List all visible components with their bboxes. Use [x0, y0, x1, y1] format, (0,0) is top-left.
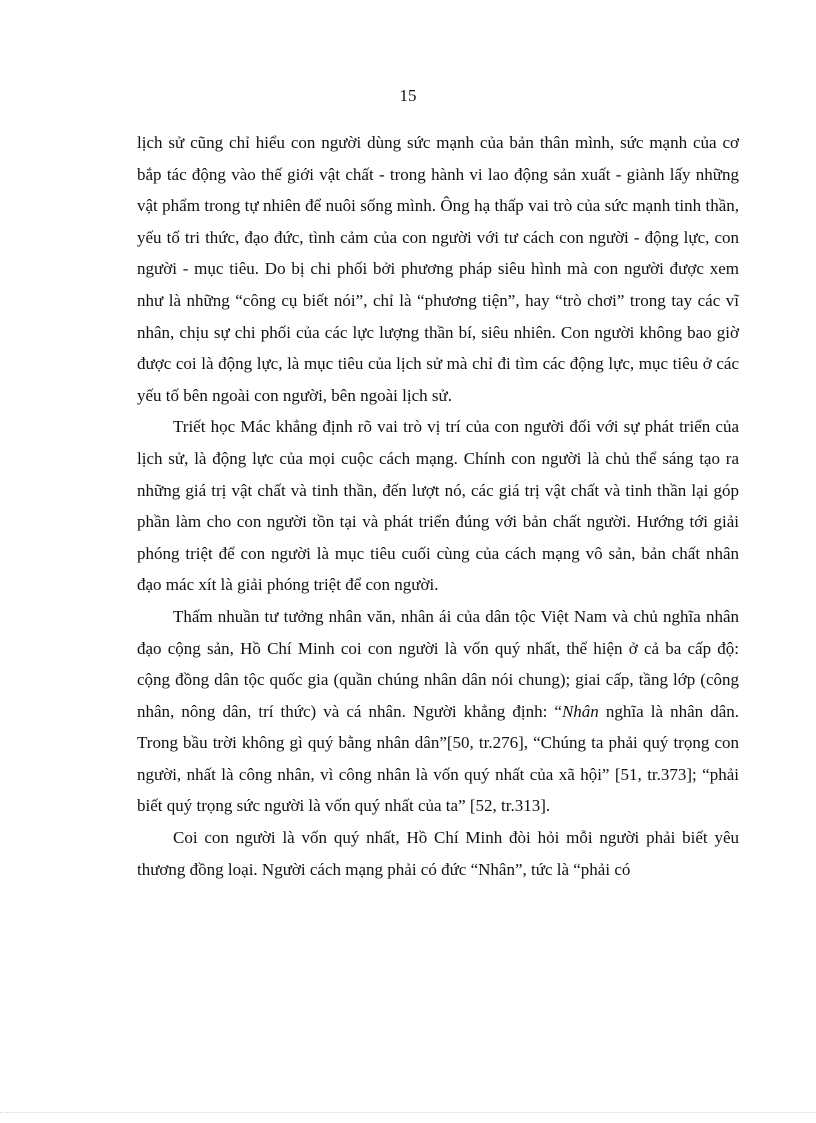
- paragraph-3-italic-word: Nhân: [561, 701, 599, 721]
- paragraph-4: Coi con người là vốn quý nhất, Hồ Chí Minh đòi hỏi mỗi người phải biết yêu thương đồng loại. Người cách mạng phải có đức “Nhân”, tức là “phải có: [137, 828, 739, 879]
- paragraph-3: [137, 601, 739, 822]
- page-number: 15: [399, 86, 417, 105]
- paragraph-3-text-after: nghĩa là nhân dân. Trong bầu trời không gì quý bằng nhân dân”[50, tr.276], “Chúng ta phải quý trọng con người, nhất là công nhân, vì công nhân là vốn quý nhất của xã hội” [51, tr.373]; “phải biết quý trọng sức người là vốn quý nhất của ta” [52, tr.313].: [137, 701, 739, 816]
- paragraph-1: lịch sử cũng chỉ hiểu con người dùng sức mạnh của bản thân mình, sức mạnh của cơ bắp tác động vào thế giới vật chất - trong hành vi lao động sản xuất - giành lấy những vật phẩm trong tự nhiên để nuôi sống mình. Ông hạ thấp vai trò của sức mạnh tinh thần, yếu tố tri thức, đạo đức, tình cảm của con người với tư cách con người - động lực, con người - mục tiêu. Do bị chi phối bởi phương pháp siêu hình mà con người được xem như là những “công cụ biết nói”, chỉ là “phương tiện”, hay “trò chơi” trong tay các vĩ nhân, chịu sự chi phối của các lực lượng thần bí, siêu nhiên. Con người không bao giờ được coi là động lực, là mục tiêu của lịch sử mà chỉ đi tìm các động lực, mục tiêu ở các yếu tố bên ngoài con người, bên ngoài lịch sử.: [137, 133, 739, 405]
- page-bottom-divider: [0, 1112, 816, 1113]
- document-body: [137, 127, 739, 885]
- paragraph-3-text-before: Thấm nhuần tư tưởng nhân văn, nhân ái của dân tộc Việt Nam và chủ nghĩa nhân đạo cộng sản, Hồ Chí Minh coi con người là vốn quý nhất, thể hiện ở cả ba cấp độ: cộng đồng dân tộc quốc gia (quần chúng nhân dân nói chung); giai cấp, tầng lớp (công nhân, nông dân, trí thức) và cá nhân. Người khẳng định: “: [137, 606, 739, 721]
- paragraph-2: Triết học Mác khẳng định rõ vai trò vị trí của con người đối với sự phát triển của lịch sử, là động lực của mọi cuộc cách mạng. Chính con người là chủ thể sáng tạo ra những giá trị vật chất và tinh thần, đến lượt nó, các giá trị vật chất và tinh thần lại góp phần làm cho con người tồn tại và phát triển đúng với bản chất người. Hướng tới giải phóng triệt để con người là mục tiêu cuối cùng của cách mạng vô sản, bản chất nhân đạo mác xít là giải phóng triệt để con người.: [137, 417, 739, 595]
